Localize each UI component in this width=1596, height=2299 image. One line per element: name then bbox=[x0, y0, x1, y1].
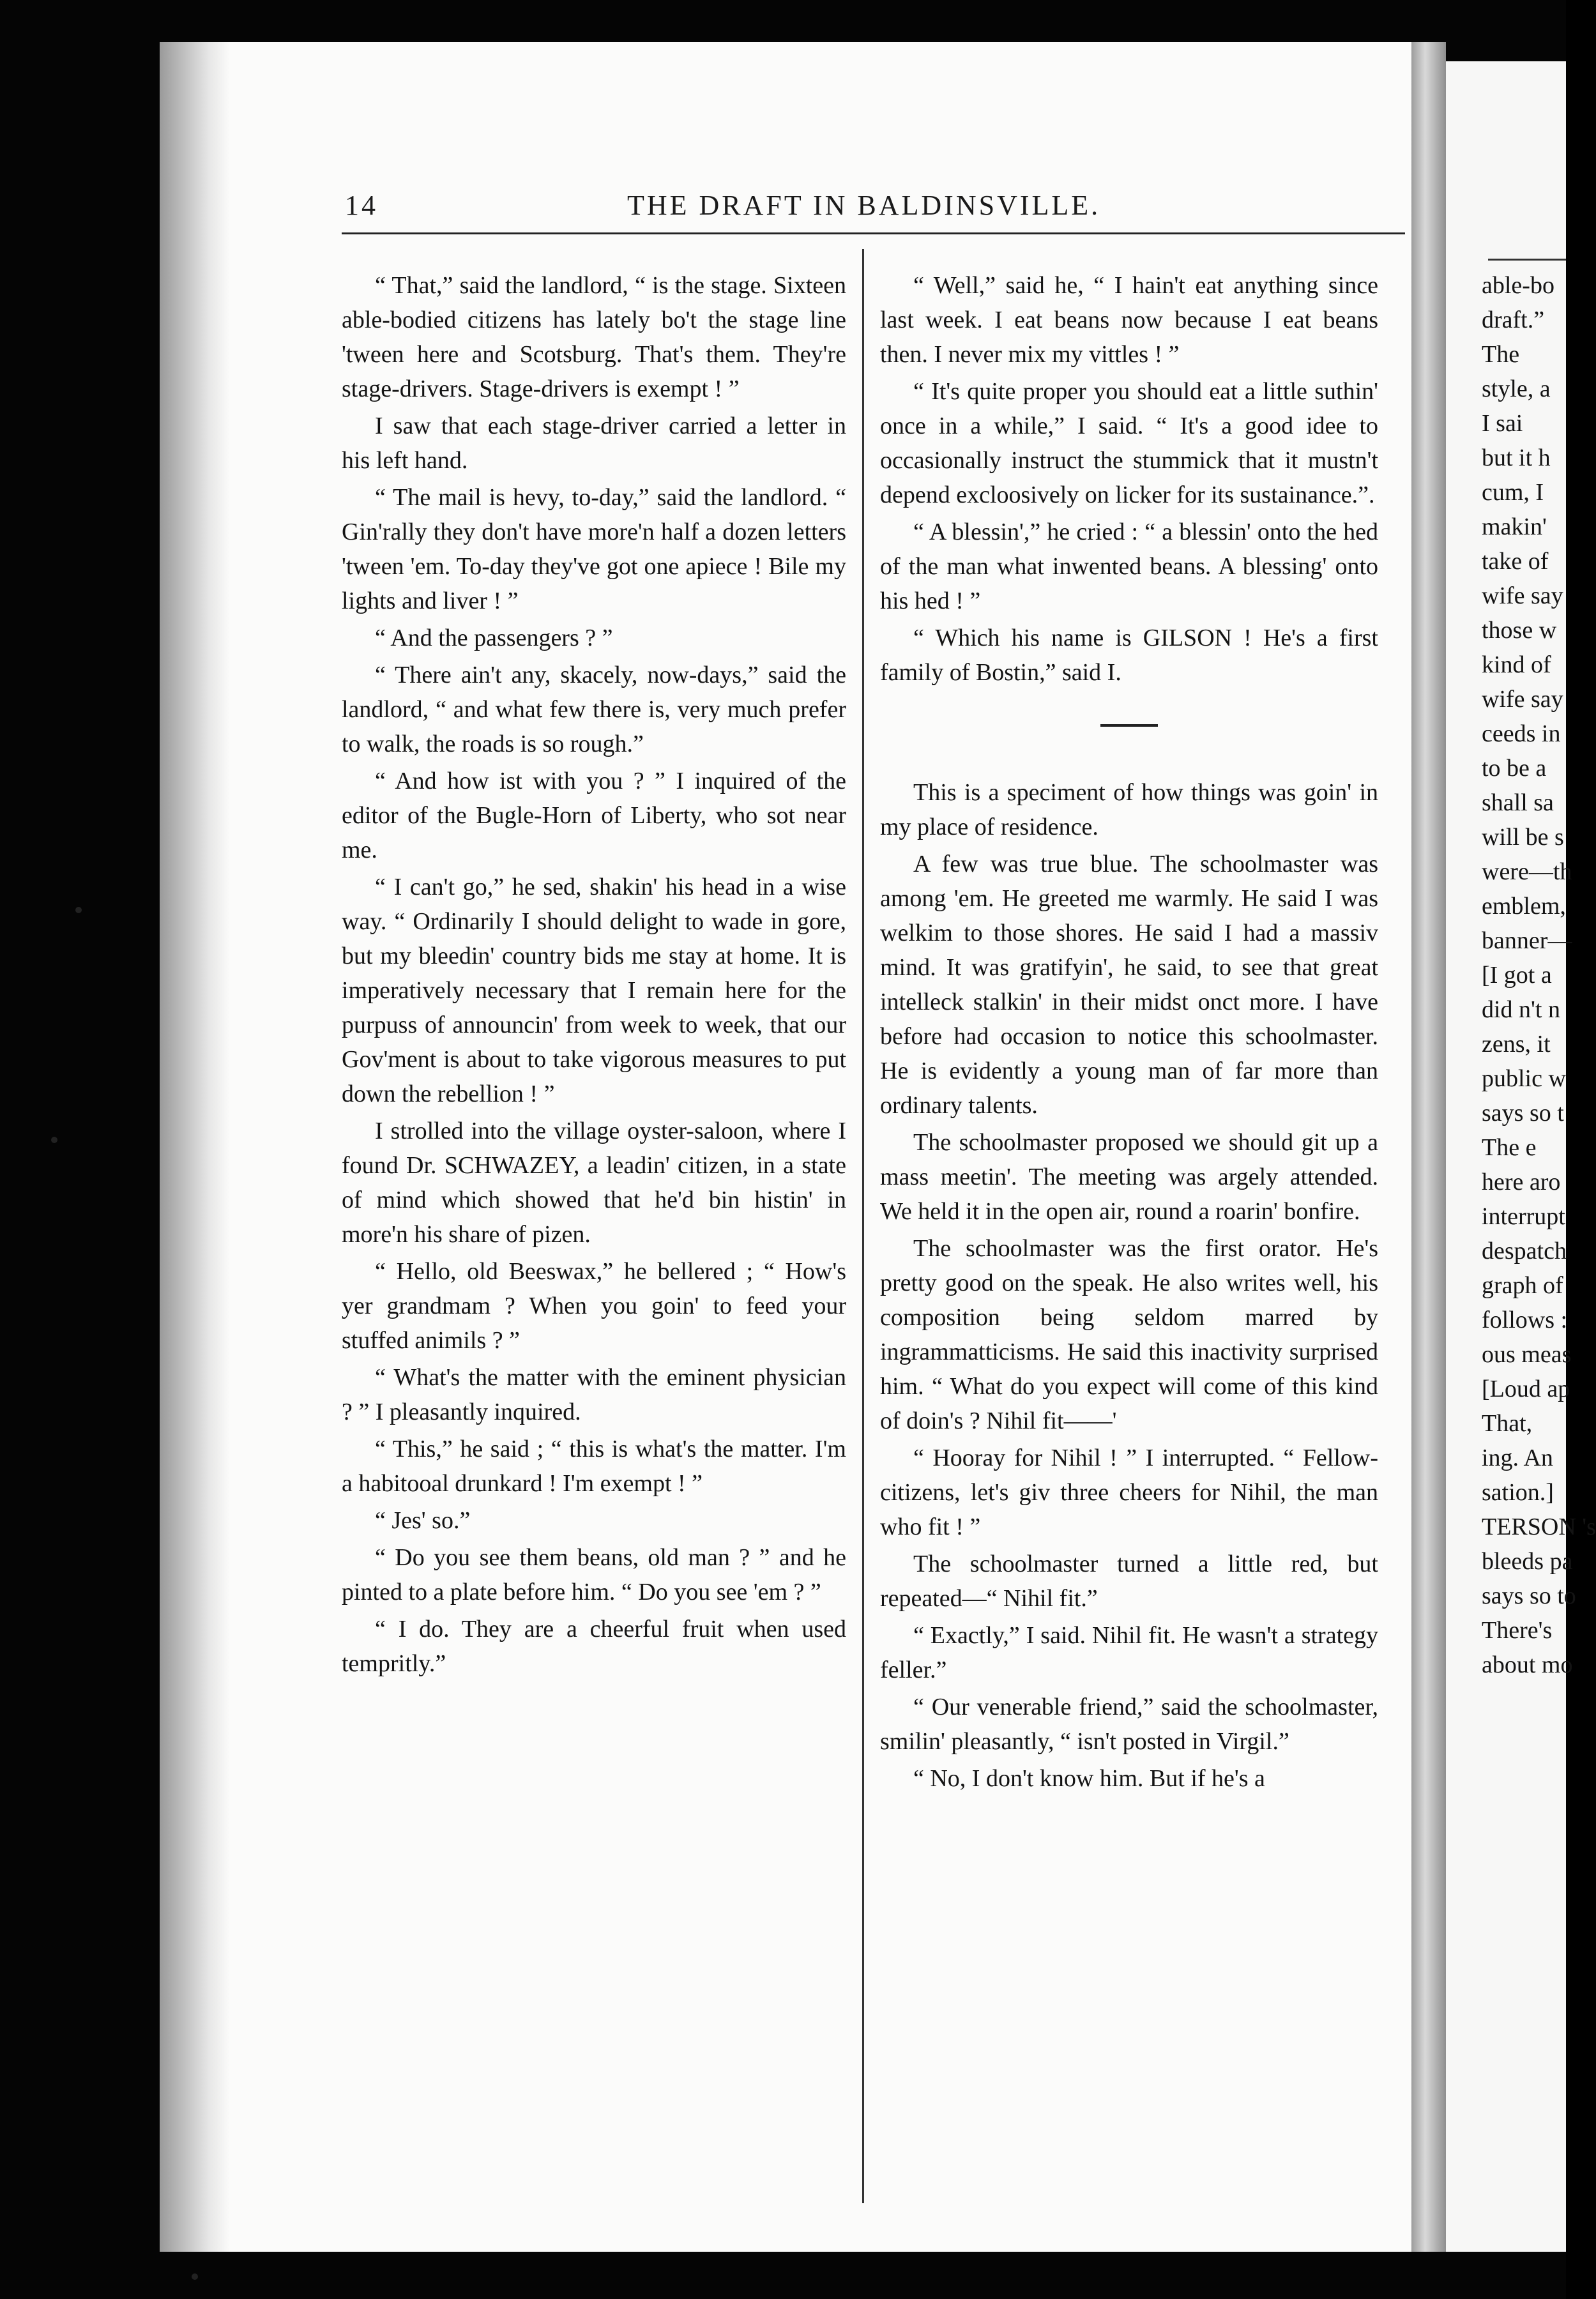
facing-page-line: says so to bbox=[1482, 1582, 1576, 1609]
facing-page-rule bbox=[1488, 259, 1566, 261]
facing-page-line: did n't n bbox=[1482, 996, 1560, 1023]
paragraph: “ This,” he said ; “ this is what's the matter. I'm a habitooal drunkard ! I'm exempt ! ” bbox=[342, 1436, 846, 1497]
facing-page-line: draft.” bbox=[1482, 307, 1545, 333]
facing-page-line: ous meas bbox=[1482, 1341, 1572, 1368]
paragraph: I saw that each stage-driver carried a letter in his left hand. bbox=[342, 413, 846, 474]
running-title: THE DRAFT IN BALDINSVILLE. bbox=[627, 190, 1101, 221]
facing-page-line: I sai bbox=[1482, 410, 1523, 437]
paragraph: “ Our venerable friend,” said the schoolmaster, smilin' pleasantly, “ isn't posted in Virgil.” bbox=[880, 1694, 1378, 1755]
facing-page-line: will be s bbox=[1482, 824, 1564, 851]
paragraph: “ Well,” said he, “ I hain't eat anything since last week. I eat beans now because I eat beans then. I never mix my vittles ! ” bbox=[880, 272, 1378, 368]
paragraph: “ And how ist with you ? ” I inquired of the editor of the Bugle-Horn of Liberty, who sot near me. bbox=[342, 768, 846, 863]
facing-page-line: wife say bbox=[1482, 582, 1563, 609]
facing-page-line: ceeds in bbox=[1482, 720, 1561, 747]
facing-page-line: despatch bbox=[1482, 1238, 1567, 1264]
facing-page-line: about mo bbox=[1482, 1651, 1573, 1678]
paragraph: This is a speciment of how things was goin' in my place of residence. bbox=[880, 779, 1378, 840]
paragraph: “ Do you see them beans, old man ? ” and he pinted to a plate before him. “ Do you see 'em ? ” bbox=[342, 1544, 846, 1605]
scan-speck bbox=[51, 1137, 57, 1143]
paragraph: I strolled into the village oyster-saloon, where I found Dr. SCHWAZEY, a leadin' citizen, in a state of mind which showed that he'd bin histin' in more'n his share of pizen. bbox=[342, 1118, 846, 1248]
paragraph: “ That,” said the landlord, “ is the stage. Sixteen able-bodied citizens has lately bo't the stage line 'tween here and Scotsburg. That's them. They're stage-drivers. Stage-drivers is exempt ! ” bbox=[342, 272, 846, 402]
facing-page-line: emblem, bbox=[1482, 893, 1566, 920]
facing-page-line: [Loud ap bbox=[1482, 1376, 1570, 1402]
paragraph: “ There ain't any, skacely, now-days,” said the landlord, “ and what few there is, very much prefer to walk, the roads is so rough.” bbox=[342, 662, 846, 757]
paragraph: “ It's quite proper you should eat a little suthin' once in a while,” I said. “ It's a good idee to occasionally instruct the stummick that it mustn't depend excloosively on licker for its sustainance.”. bbox=[880, 378, 1378, 508]
page-edge-shadow bbox=[160, 42, 230, 2252]
paragraph: “ Hooray for Nihil ! ” I interrupted. “ Fellow-citizens, let's giv three cheers for Nihil, the man who fit ! ” bbox=[880, 1445, 1378, 1540]
left-text-column bbox=[342, 268, 846, 1683]
facing-page-line: [I got a bbox=[1482, 962, 1552, 989]
facing-page-line: wife say bbox=[1482, 686, 1563, 713]
paragraph: “ I do. They are a cheerful fruit when used tempritly.” bbox=[342, 1616, 846, 1677]
page-number: 14 bbox=[345, 190, 378, 221]
column-divider bbox=[862, 249, 864, 2203]
paragraph: The schoolmaster turned a little red, but repeated—“ Nihil fit.” bbox=[880, 1551, 1378, 1612]
facing-page-line: zens, it bbox=[1482, 1031, 1551, 1058]
running-header bbox=[345, 189, 1405, 247]
paragraph: “ A blessin',” he cried : “ a blessin' onto the hed of the man what inwented beans. A blessing' onto his hed ! ” bbox=[880, 519, 1378, 614]
facing-page-line: were—th bbox=[1482, 858, 1572, 885]
facing-page-line: those w bbox=[1482, 617, 1557, 644]
facing-page-line: banner— bbox=[1482, 927, 1572, 954]
paragraph: “ Hello, old Beeswax,” he bellered ; “ How's yer grandmam ? When you goin' to feed your stuffed animils ? ” bbox=[342, 1258, 846, 1354]
right-text-column bbox=[880, 268, 1378, 1798]
paragraph: “ I can't go,” he sed, shakin' his head in a wise way. “ Ordinarily I should delight to wade in gore, but my bleedin' country bids me stay at home. It is imperatively necessary that I remain here for the purpuss of announcin' from week to week, that our Gov'ment is about to take vigorous measures to put down the rebellion ! ” bbox=[342, 874, 846, 1107]
book-gutter bbox=[1411, 42, 1446, 2252]
paragraph: “ The mail is hevy, to-day,” said the landlord. “ Gin'rally they don't have more'n half a dozen letters 'tween 'em. To-day they've got one apiece ! Bile my lights and liver ! ” bbox=[342, 484, 846, 614]
facing-page-line: follows : bbox=[1482, 1307, 1568, 1333]
facing-page-line: interrupt bbox=[1482, 1203, 1565, 1230]
paragraph: The schoolmaster proposed we should git up a mass meetin'. The meeting was argely attended. We held it in the open air, round a roarin' bonfire. bbox=[880, 1129, 1378, 1225]
facing-page-line: but it h bbox=[1482, 444, 1551, 471]
paragraph: “ And the passengers ? ” bbox=[375, 625, 613, 651]
paragraph: “ Which his name is GILSON ! He's a first family of Bostin,” said I. bbox=[880, 625, 1378, 686]
facing-page-line: says so t bbox=[1482, 1100, 1564, 1127]
facing-page-line: public w bbox=[1482, 1065, 1566, 1092]
facing-page-line: here aro bbox=[1482, 1169, 1561, 1195]
facing-page-line: style, a bbox=[1482, 376, 1551, 402]
facing-page-line: The bbox=[1482, 341, 1520, 368]
facing-page-line: take of bbox=[1482, 548, 1549, 575]
scan-speck bbox=[192, 2273, 198, 2280]
paragraph: A few was true blue. The schoolmaster was among 'em. He greeted me warmly. He said I was welkim to those shores. He said I had a massiv mind. It was gratifyin', he said, to see that great intelleck stalkin' in their midst onct more. I have before had occasion to notice this schoolmaster. He is evidently a young man of far more than ordinary talents. bbox=[880, 851, 1378, 1119]
header-rule bbox=[342, 232, 1405, 234]
facing-page-line: The e bbox=[1482, 1134, 1537, 1161]
facing-page-line: makin' bbox=[1482, 513, 1547, 540]
facing-page-line: to be a bbox=[1482, 755, 1547, 782]
facing-page-line: cum, I bbox=[1482, 479, 1544, 506]
facing-page-line: There's bbox=[1482, 1617, 1553, 1644]
facing-page-line: shall sa bbox=[1482, 789, 1554, 816]
paragraph: The schoolmaster was the first orator. He's pretty good on the speak. He also writes well, his composition being seldom marred by ingrammatticisms. He said this inactivity surprised him. “ What do you expect will come of this kind of doin's ? Nihil fit——' bbox=[880, 1235, 1378, 1434]
facing-page-line: TERSON 's bbox=[1482, 1514, 1596, 1540]
facing-page-line: sation.] bbox=[1482, 1479, 1554, 1506]
facing-page-line: That, bbox=[1482, 1410, 1533, 1437]
section-break-rule bbox=[1100, 724, 1158, 727]
facing-page-text-fragments bbox=[1482, 268, 1596, 1682]
paragraph: “ No, I don't know him. But if he's a bbox=[913, 1765, 1265, 1792]
paragraph: “ What's the matter with the eminent physician ? ” I pleasantly inquired. bbox=[342, 1364, 846, 1425]
scan-speck bbox=[75, 907, 82, 913]
paragraph: “ Jes' so.” bbox=[375, 1507, 471, 1534]
facing-page-line: kind of bbox=[1482, 651, 1551, 678]
facing-page-line: graph of bbox=[1482, 1272, 1563, 1299]
facing-page-line: ing. An bbox=[1482, 1445, 1553, 1471]
facing-page-line: bleeds pa bbox=[1482, 1548, 1573, 1575]
facing-page-line: able-bo bbox=[1482, 272, 1554, 299]
paragraph: “ Exactly,” I said. Nihil fit. He wasn't a strategy feller.” bbox=[880, 1622, 1378, 1683]
